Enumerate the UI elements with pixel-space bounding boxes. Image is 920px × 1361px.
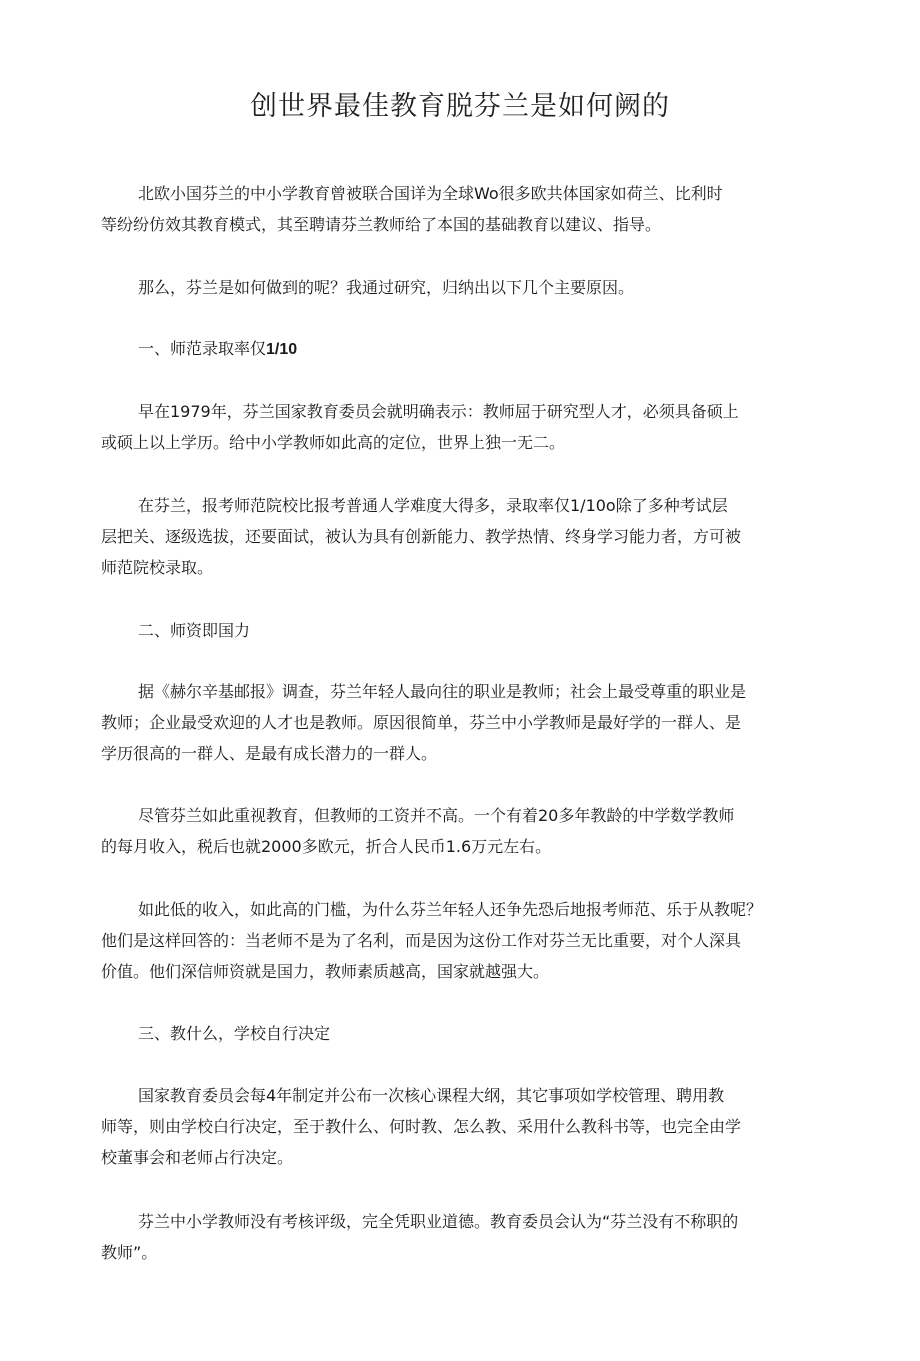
paragraph-salary	[101, 800, 801, 862]
paragraph-line: 如此低的收入，如此高的门槛，为什么芬兰年轻人还争先恐后地报考师范、乐于从教呢？	[138, 900, 763, 919]
section-heading-3	[138, 1018, 330, 1049]
paragraph-line: 据《赫尔辛基邮报》调查，芬兰年轻人最向往的职业是教师；社会上最受尊重的职业是	[138, 682, 747, 701]
paragraph-line: 他们是这样回答的：当老师不是为了名利，而是因为这份工作对芬兰无比重要，对个人深具	[101, 931, 742, 950]
section-heading-2	[138, 615, 250, 646]
paragraph-line: 层把关、逐级选拔，还要面试，被认为具有创新能力、教学热情、终身学习能力者，方可被	[101, 527, 742, 546]
paragraph-survey	[101, 676, 801, 769]
paragraph-line: 校董事会和老师占行决定。	[101, 1148, 294, 1167]
section-heading-text: 二、师资即国力	[138, 621, 251, 640]
paragraph-line: 学历很高的一群人、是最有成长潜力的一群人。	[101, 744, 438, 763]
paragraph-line: 师等，则由学校白行决定，至于教什么、何时教、怎么教、采用什么教科书等，也完全由学	[101, 1117, 742, 1136]
paragraph-curriculum	[101, 1080, 801, 1173]
section-heading-text: 三、教什么，学校自行决定	[138, 1024, 331, 1043]
paragraph-line: 在芬兰，报考师范院校比报考普通人学难度大得多，录取率仅1/10o除了多种考试层	[138, 496, 728, 515]
section-heading-1	[138, 333, 297, 365]
paragraph-line: 尽管芬兰如此重视教育，但教师的工资并不高。一个有着20多年教龄的中学数学教师	[138, 806, 735, 825]
paragraph-line: 芬兰中小学教师没有考核评级，完全凭职业道德。教育委员会认为“芬兰没有不称职的	[138, 1212, 739, 1231]
paragraph-line: 教师”。	[101, 1243, 158, 1262]
paragraph-question	[101, 272, 801, 303]
document-title: 创世界最佳教育脱芬兰是如何阙的	[250, 91, 670, 122]
paragraph-line: 早在1979年，芬兰国家教育委员会就明确表示：教师屈于研究型人才，必须具备硕上	[138, 402, 739, 421]
paragraph-1979	[101, 396, 801, 458]
paragraph-line: 的每月收入，税后也就2000多欧元，折合人民币1.6万元左右。	[101, 837, 552, 856]
paragraph-line: 或硕上以上学历。给中小学教师如此高的定位，世界上独一无二。	[101, 433, 566, 452]
paragraph-admission	[101, 490, 801, 583]
paragraph-line: 国家教育委员会每4年制定并公布一次核心课程大纲，其它事项如学校管理、聘用教	[138, 1086, 725, 1105]
section-heading-bold: 1/10	[266, 341, 298, 358]
paragraph-line: 师范院校录取。	[101, 558, 214, 577]
paragraph-line: 价值。他们深信师资就是国力，教师素质越高，国家就越强大。	[101, 962, 550, 981]
section-heading-text: 一、师范录取率仅	[138, 339, 267, 358]
paragraph-evaluation	[101, 1206, 801, 1268]
paragraph-line: 那么，芬兰是如何做到的呢？我通过研究，归纳出以下几个主要原因。	[138, 278, 635, 297]
paragraph-intro	[101, 178, 801, 240]
paragraph-line: 等纷纷仿效其教育模式，其至聘请芬兰教师给了本国的基础教育以建议、指导。	[101, 215, 662, 234]
paragraph-line: 教师；企业最受欢迎的人才也是教师。原因很简单，芬兰中小学教师是最好学的一群人、是	[101, 713, 742, 732]
paragraph-line: 北欧小国芬兰的中小学教育曾被联合国详为全球Wo很多欧共体国家如荷兰、比利时	[138, 184, 723, 203]
paragraph-motivation	[101, 894, 801, 987]
